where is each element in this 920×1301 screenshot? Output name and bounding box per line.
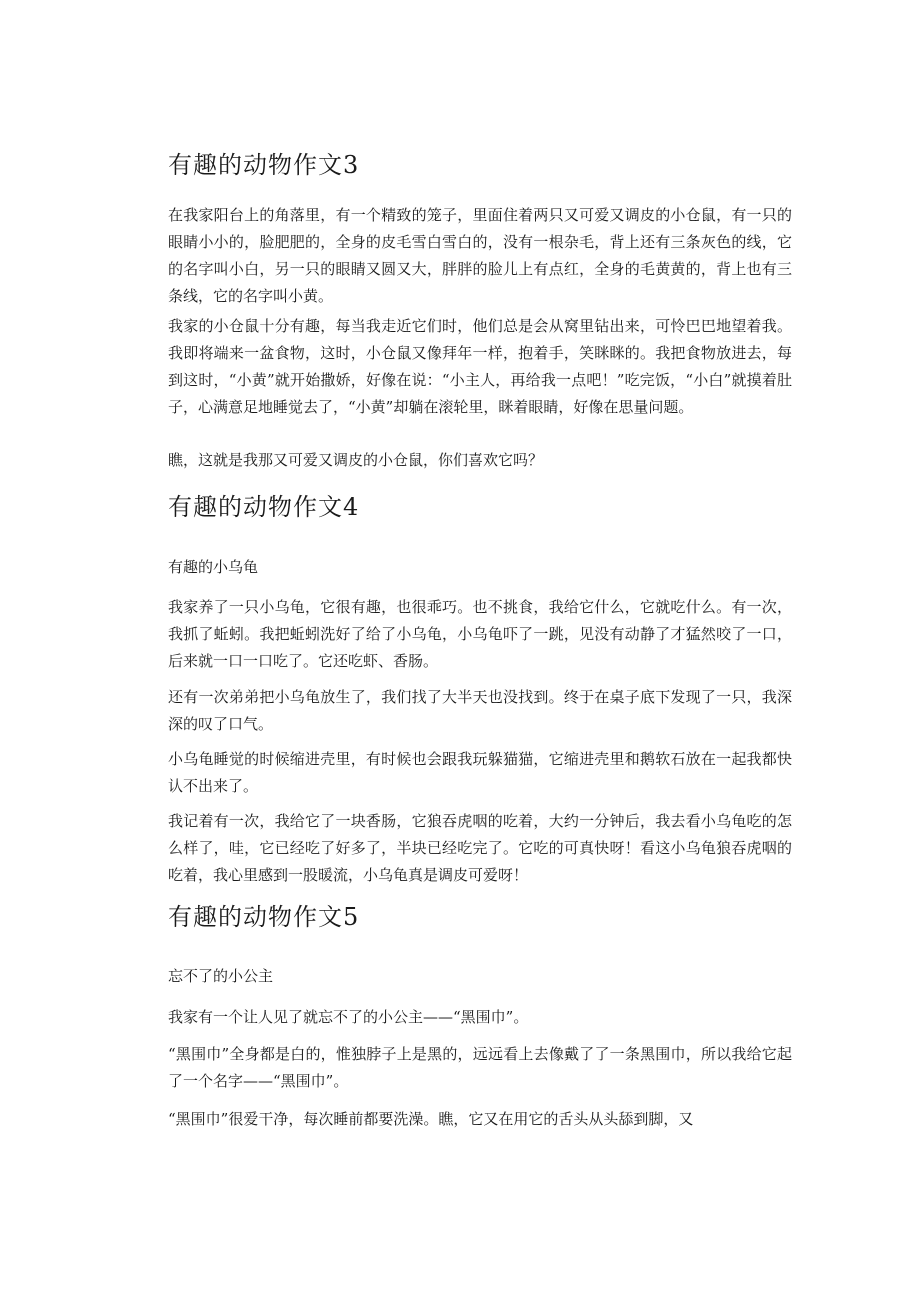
section-subtitle-4: 有趣的小乌龟 [168,558,259,576]
paragraph: 小乌龟睡觉的时候缩进壳里，有时候也会跟我玩躲猫猫，它缩进壳里和鹅软石放在一起我都快认不出来了。 [168,750,792,795]
paragraph: 我家的小仓鼠十分有趣，每当我走近它们时，他们总是会从窝里钻出来，可怜巴巴地望着我。我即将端来一盆食物，这时，小仓鼠又像拜年一样，抱着手，笑眯眯的。我把食物放进去，每到这时，“小黄”就开始撒娇，好像在说：“小主人，再给我一点吧！”吃完饭，“小白”就摸着肚子，心满意足地睡觉去了，“小黄”却躺在滚轮里，眯着眼睛，好像在思量问题。 [168,317,792,416]
section-title-3: 有趣的动物作文3 [168,151,360,179]
paragraph: 我家养了一只小乌龟，它很有趣，也很乖巧。也不挑食，我给它什么，它就吃什么。有一次，我抓了蚯蚓。我把蚯蚓洗好了给了小乌龟，小乌龟吓了一跳，见没有动静了才猛然咬了一口，后来就一口一口吃了。它还吃虾、香肠。 [168,598,792,670]
section-title-5: 有趣的动物作文5 [168,903,360,931]
paragraph: 在我家阳台上的角落里，有一个精致的笼子，里面住着两只又可爱又调皮的小仓鼠，有一只的眼睛小小的，脸肥肥的，全身的皮毛雪白雪白的，没有一根杂毛，背上还有三条灰色的线，它的名字叫小白，另一只的眼睛又圆又大，胖胖的脸儿上有点红，全身的毛黄黄的，背上也有三条线，它的名字叫小黄。 [168,206,792,305]
paragraph: 我家有一个让人见了就忘不了的小公主——“黑围巾”。 [168,1008,529,1026]
paragraph: “黑围巾”全身都是白的，惟独脖子上是黑的，远远看上去像戴了了一条黑围巾，所以我给它起了一个名字——“黑围巾”。 [168,1045,792,1090]
paragraph: 瞧，这就是我那又可爱又调皮的小仓鼠，你们喜欢它吗？ [168,451,544,469]
paragraph: 我记着有一次，我给它了一块香肠，它狼吞虎咽的吃着，大约一分钟后，我去看小乌龟吃的怎么样了，哇，它已经吃了好多了，半块已经吃完了。它吃的可真快呀！看这小乌龟狼吞虎咽的吃着，我心里感到一股暖流，小乌龟真是调皮可爱呀！ [168,812,792,884]
section-title-4: 有趣的动物作文4 [168,493,360,521]
paragraph: “黑围巾”很爱干净，每次睡前都要洗澡。瞧，它又在用它的舌头从头舔到脚，又 [168,1110,694,1128]
paragraph: 还有一次弟弟把小乌龟放生了，我们找了大半天也没找到。终于在桌子底下发现了一只，我深深的叹了口气。 [168,688,792,733]
section-subtitle-5: 忘不了的小公主 [168,967,274,985]
